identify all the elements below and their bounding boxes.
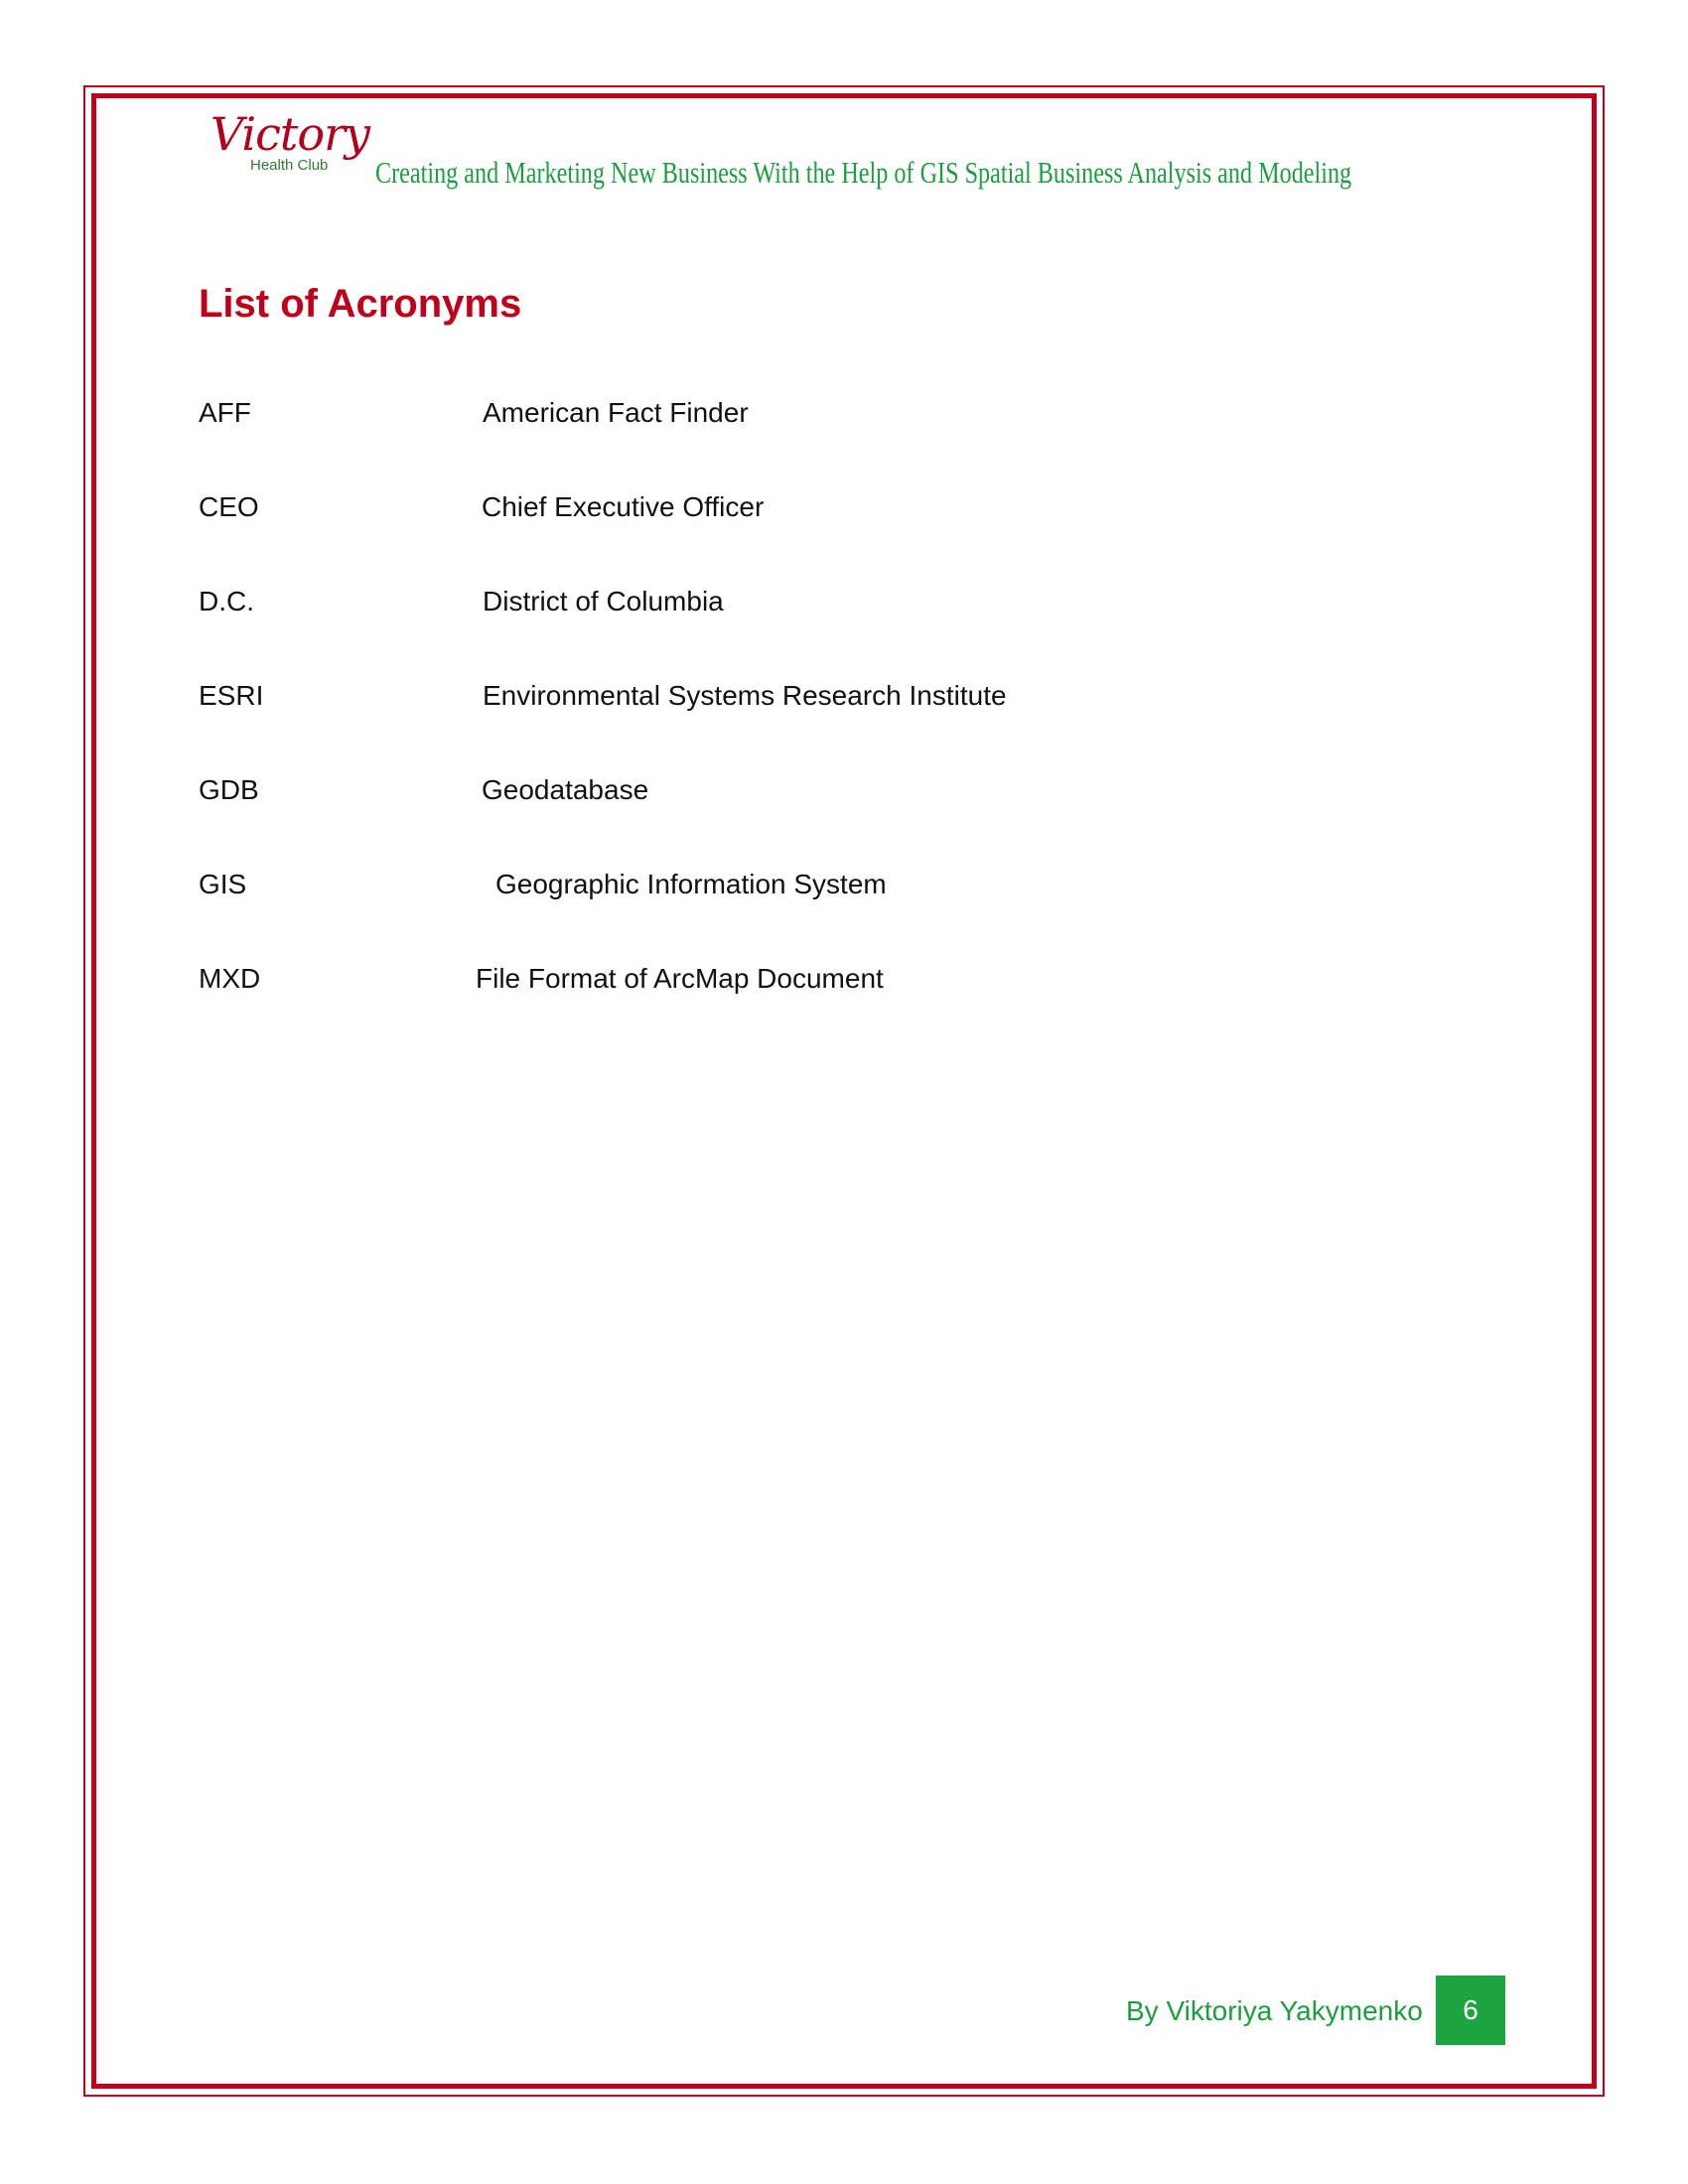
acronym-definition: Geodatabase bbox=[482, 774, 649, 805]
footer-author: By Viktoriya Yakymenko bbox=[1126, 1995, 1423, 2026]
acronym-definition: Environmental Systems Research Institute bbox=[483, 680, 1007, 711]
acronym-term: CEO bbox=[199, 491, 259, 522]
page-heading: List of Acronyms bbox=[199, 282, 522, 326]
acronym-term: D.C. bbox=[199, 586, 254, 616]
page-number-badge bbox=[1436, 1976, 1505, 2045]
acronym-definition: File Format of ArcMap Document bbox=[476, 963, 884, 994]
acronym-term: GDB bbox=[199, 774, 259, 805]
logo-wordmark bbox=[211, 107, 369, 161]
acronym-term: GIS bbox=[199, 869, 247, 899]
acronym-term: ESRI bbox=[199, 680, 264, 711]
acronym-term: MXD bbox=[199, 963, 261, 994]
acronym-term: AFF bbox=[199, 397, 251, 428]
acronym-definition: District of Columbia bbox=[483, 586, 724, 616]
page-number: 6 bbox=[1463, 1994, 1478, 2025]
acronym-definition: Geographic Information System bbox=[495, 869, 887, 899]
header-title: Creating and Marketing New Business With the Help of GIS Spatial Business Analysis and Modeling bbox=[375, 155, 1352, 190]
logo-subtitle: Health Club bbox=[250, 157, 329, 174]
victory-health-club-logo bbox=[207, 107, 375, 183]
acronym-definition: American Fact Finder bbox=[483, 397, 749, 428]
acronym-definition: Chief Executive Officer bbox=[482, 491, 765, 522]
page-border-inner bbox=[91, 93, 1597, 2089]
logo-word: Victory bbox=[211, 107, 370, 161]
